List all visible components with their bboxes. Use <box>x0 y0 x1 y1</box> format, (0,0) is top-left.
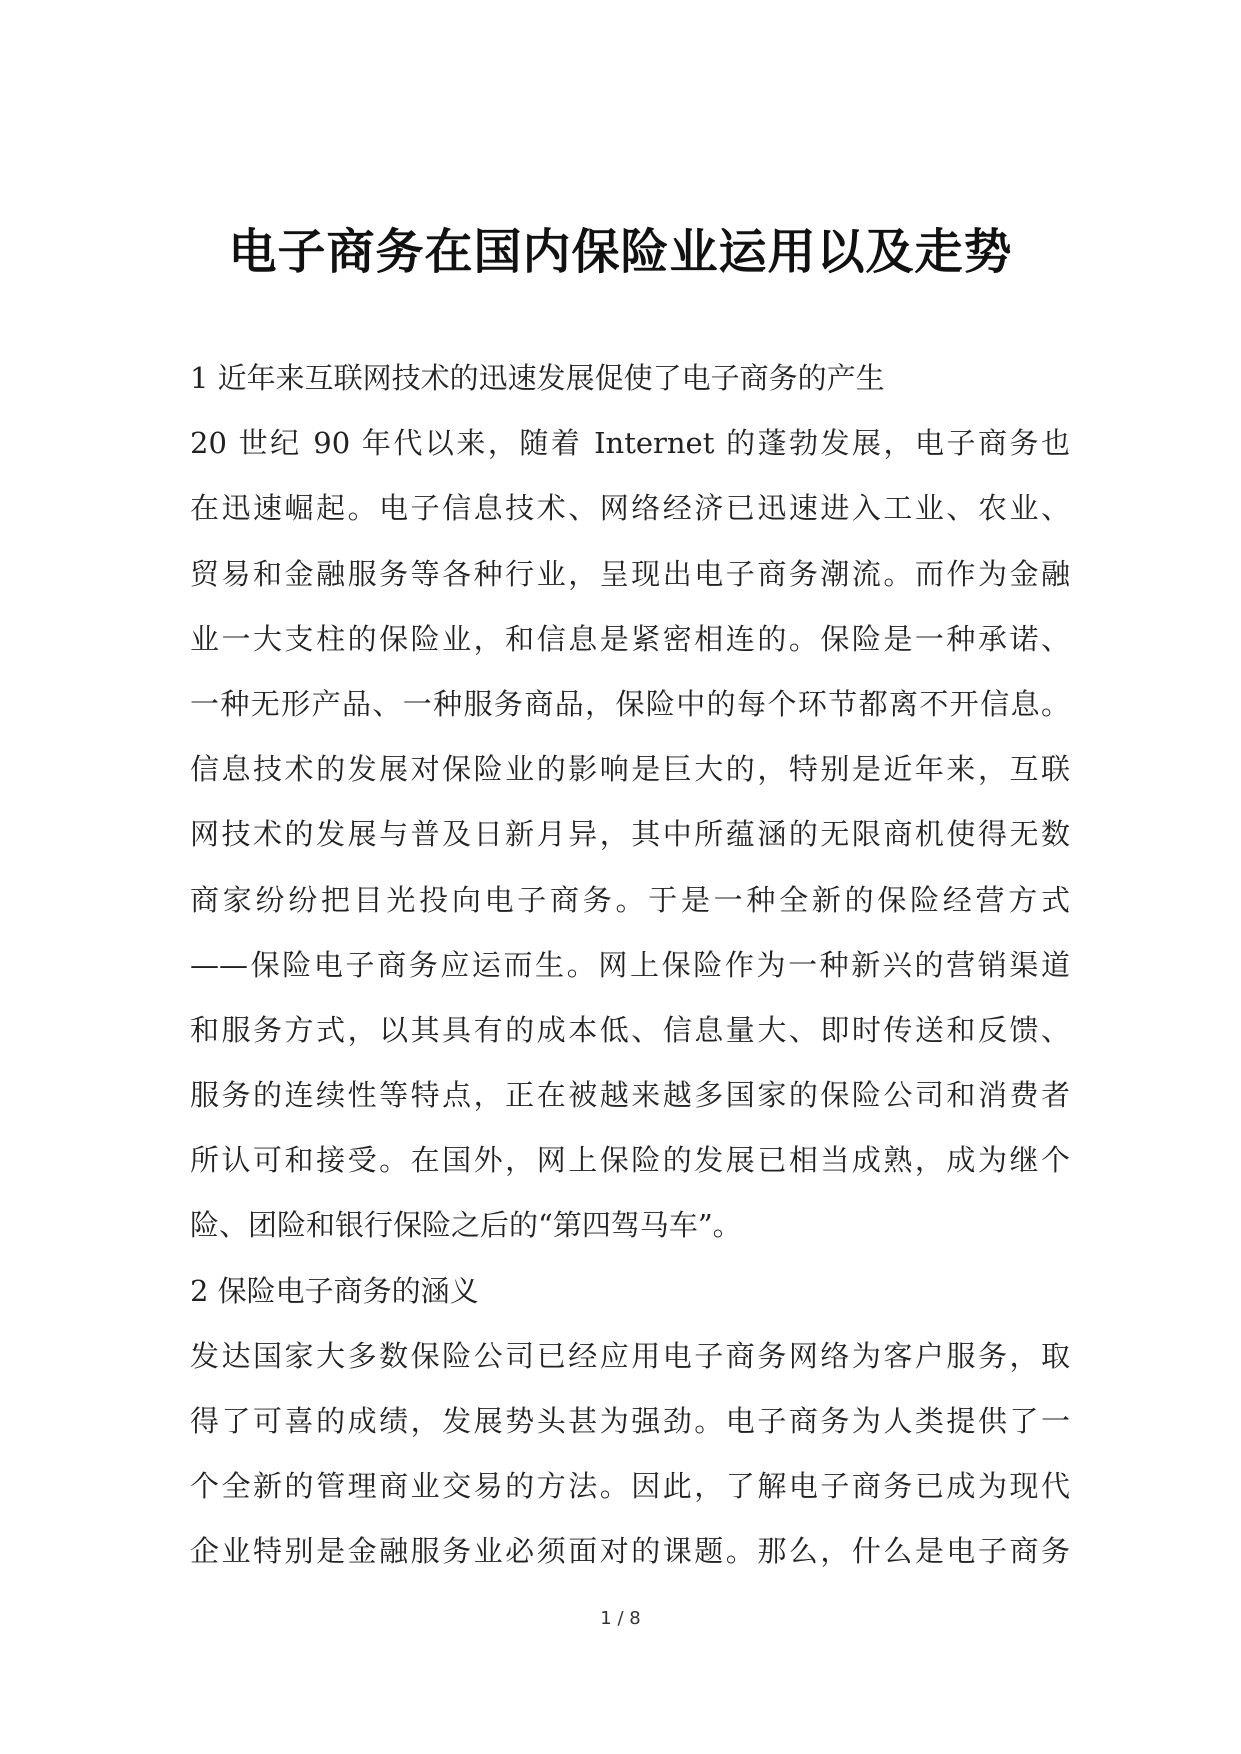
section-heading-1: 1 近年来互联网技术的迅速发展促使了电子商务的产生 <box>190 361 885 395</box>
body-line: 个全新的管理商业交易的方法。因此，了解电子商务已成为现代 <box>190 1469 1070 1504</box>
document-body <box>190 355 1070 1594</box>
section-heading-2: 2 保险电子商务的涵义 <box>190 1273 479 1308</box>
body-line: 服务的连续性等特点，正在被越来越多国家的保险公司和消费者 <box>190 1078 1070 1113</box>
body-line: 和服务方式，以其具有的成本低、信息量大、即时传送和反馈、 <box>190 1012 1070 1047</box>
body-line: 险、团险和银行保险之后的“第四驾马车”。 <box>190 1208 742 1243</box>
body-line: 一种无形产品、一种服务商品，保险中的每个环节都离不开信息。 <box>190 686 1070 721</box>
page-number: 1 / 8 <box>600 1608 641 1629</box>
body-line: 发达国家大多数保险公司已经应用电子商务网络为客户服务，取 <box>190 1338 1070 1373</box>
body-line: 商家纷纷把目光投向电子商务。于是一种全新的保险经营方式 <box>190 882 1070 917</box>
body-line: ——保险电子商务应运而生。网上保险作为一种新兴的营销渠道 <box>190 947 1070 982</box>
body-line: 所认可和接受。在国外，网上保险的发展已相当成熟，成为继个 <box>190 1143 1070 1178</box>
body-line: 企业特别是金融服务业必须面对的课题。那么，什么是电子商务 <box>190 1534 1070 1569</box>
document-title: 电子商务在国内保险业运用以及走势 <box>228 224 1013 280</box>
body-line: 20 世纪 90 年代以来，随着 Internet 的蓬勃发展，电子商务也 <box>190 426 1070 461</box>
body-line: 业一大支柱的保险业，和信息是紧密相连的。保险是一种承诺、 <box>190 621 1070 656</box>
body-line: 得了可喜的成绩，发展势头甚为强劲。电子商务为人类提供了一 <box>190 1404 1070 1438</box>
body-line: 信息技术的发展对保险业的影响是巨大的，特别是近年来，互联 <box>190 752 1070 787</box>
body-line: 网技术的发展与普及日新月异，其中所蕴涵的无限商机使得无数 <box>190 817 1070 852</box>
body-line: 在迅速崛起。电子信息技术、网络经济已迅速进入工业、农业、 <box>190 491 1070 526</box>
body-line: 贸易和金融服务等各种行业，呈现出电子商务潮流。而作为金融 <box>190 556 1070 591</box>
